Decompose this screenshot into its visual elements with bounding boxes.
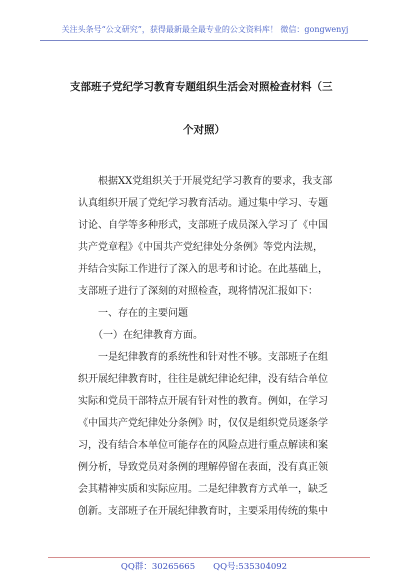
body-line: 根据XX党组织关于开展党纪学习教育的要求，我支部 bbox=[78, 176, 333, 187]
subsection-heading: （一）在纪律教育方面。 bbox=[78, 330, 203, 341]
body-line: 并结合实际工作进行了深入的思考和讨论。在此基础上， bbox=[78, 264, 328, 275]
body-line: 实际和党员干部特点开展有针对性的教育。例如，在学习 bbox=[78, 396, 328, 407]
body-line: 讨论、自学等多种形式，支部班子成员深入学习了《中国 bbox=[78, 220, 328, 231]
document-title-line-2: 个对照） bbox=[183, 124, 225, 136]
footer-divider bbox=[48, 557, 370, 558]
header-divider bbox=[40, 40, 368, 41]
body-line: 一是纪律教育的系统性和针对性不够。支部班子在组 bbox=[78, 352, 328, 363]
body-line: 会其精神实质和实际应用。二是纪律教育方式单一，缺乏 bbox=[78, 484, 328, 495]
body-line: 认真组织开展了党纪学习教育活动。通过集中学习、专题 bbox=[78, 198, 328, 209]
footer-qq-number: QQ号:535304092 bbox=[213, 562, 288, 572]
body-line: 共产党章程》《中国共产党纪律处分条例》等党内法规， bbox=[78, 242, 323, 253]
page-header: 关注头条号“公文研究”，获得最新最全最专业的公文资料库！ 微信：gongwenyj bbox=[61, 25, 349, 34]
body-line: 习，没有结合本单位可能存在的风险点进行重点解读和案 bbox=[78, 440, 328, 451]
body-line: 《中国共产党纪律处分条例》时，仅仅是组织党员逐条学 bbox=[78, 418, 328, 429]
body-line: 织开展纪律教育时，往往是就纪律论纪律，没有结合单位 bbox=[78, 374, 328, 385]
body-line: 例分析，导致党员对条例的理解停留在表面，没有真正领 bbox=[78, 462, 328, 473]
body-line: 创新。支部班子在开展纪律教育时，主要采用传统的集中 bbox=[78, 506, 328, 517]
page-footer bbox=[0, 561, 408, 573]
document-title-line-1: 支部班子党纪学习教育专题组织生活会对照检查材料（三 bbox=[70, 81, 333, 93]
body-line: 支部班子进行了深刻的对照检查，现将情况汇报如下： bbox=[78, 286, 318, 297]
footer-qq-group: QQ群：30265665 bbox=[120, 562, 196, 572]
section-heading: 一、存在的主要问题 bbox=[78, 308, 188, 319]
